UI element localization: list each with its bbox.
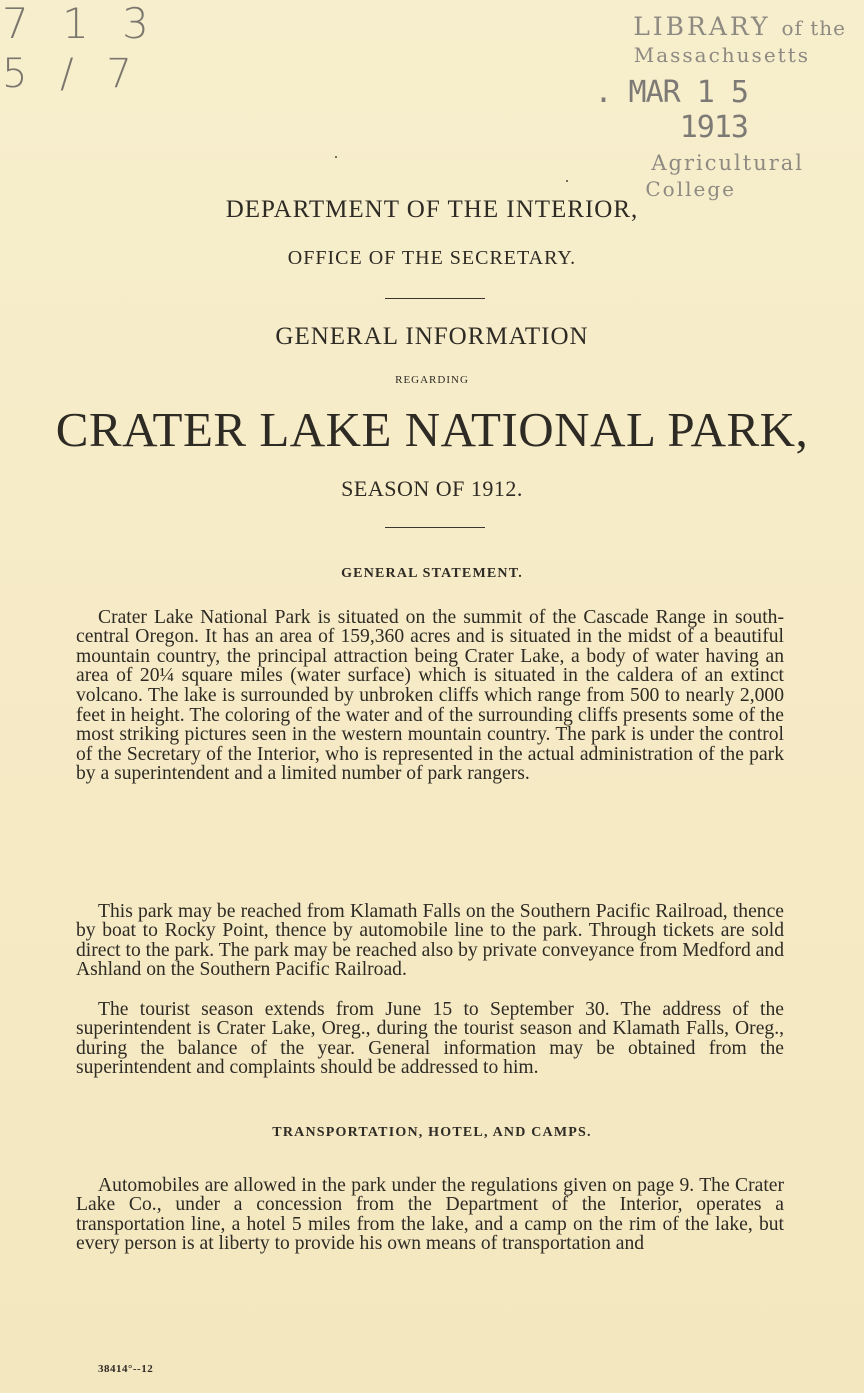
speck xyxy=(335,156,337,158)
stamp-line-4: Agricultural xyxy=(651,151,804,175)
office-heading: OFFICE OF THE SECRETARY. xyxy=(287,247,577,269)
season-subtitle: SEASON OF 1912. xyxy=(341,476,523,501)
section-heading-transportation: TRANSPORTATION, HOTEL, AND CAMPS. xyxy=(272,1125,592,1140)
stamp-date: . MAR 1 5 1913 xyxy=(594,75,748,145)
stamp-line-5: College xyxy=(645,177,736,201)
stamp-line-2: Massachusetts xyxy=(633,43,810,67)
pencil-annotation xyxy=(2,0,159,98)
stamp-of-the: of the xyxy=(781,16,846,40)
department-heading: DEPARTMENT OF THE INTERIOR, xyxy=(225,196,639,223)
stamp-line-1 xyxy=(526,12,846,41)
paragraph: Automobiles are allowed in the park under the regulations given on page 9. The Crater Lake Co., under a concession from the Department of the Interior, operates a transportation line, a hotel 5 miles from the lake, and a camp on the rim of the lake, but every person is at liberty to provide his own means of transportation and xyxy=(76,1174,784,1255)
pencil-line-2: 5 / 7 xyxy=(2,51,142,97)
document-title: CRATER LAKE NATIONAL PARK, xyxy=(55,402,809,457)
paragraph: This park may be reached from Klamath Falls on the Southern Pacific Railroad, thence by boat to Rocky Point, thence by automobile line to the park. Through tickets are sold direct to the park. The park may be reached also by private conveyance from Medford and Ashland on the Southern Pacific Railroad. xyxy=(76,900,784,981)
stamp-library: LIBRARY xyxy=(633,12,771,41)
library-stamp xyxy=(526,12,846,201)
regarding-label: REGARDING xyxy=(395,374,469,386)
divider-rule xyxy=(385,527,485,528)
paragraph: The tourist season extends from June 15 to September 30. The address of the superintendent is Crater Lake, Oreg., during the tourist season and Klamath Falls, Oreg., during the balance of the year. General information may be obtained from the superintendent and complaints should be addressed to him. xyxy=(76,998,784,1079)
general-information-heading: GENERAL INFORMATION xyxy=(275,323,589,350)
speck xyxy=(566,180,568,182)
paragraph: Crater Lake National Park is situated on the summit of the Cascade Range in south-central Oregon. It has an area of 159,360 acres and is situated in the midst of a beautiful mountain country, the principal attraction being Crater Lake, a body of water having an area of 20¼ square miles (water surface) which is situated in the caldera of an extinct volcano. The lake is surrounded by unbroken cliffs which range from 500 to nearly 2,000 feet in height. The coloring of the water and of the surrounding cliffs presents some of the most striking pictures seen in the western mountain country. The park is under the control of the Secretary of the Interior, who is represented in the actual administration of the park by a superintendent and a limited number of park rangers. xyxy=(76,606,784,785)
divider-rule xyxy=(385,298,485,299)
printer-signature: 38414°--12 xyxy=(98,1363,154,1375)
pencil-line-1: 7 1 3 xyxy=(2,0,159,48)
section-heading-general-statement: GENERAL STATEMENT. xyxy=(341,566,523,581)
